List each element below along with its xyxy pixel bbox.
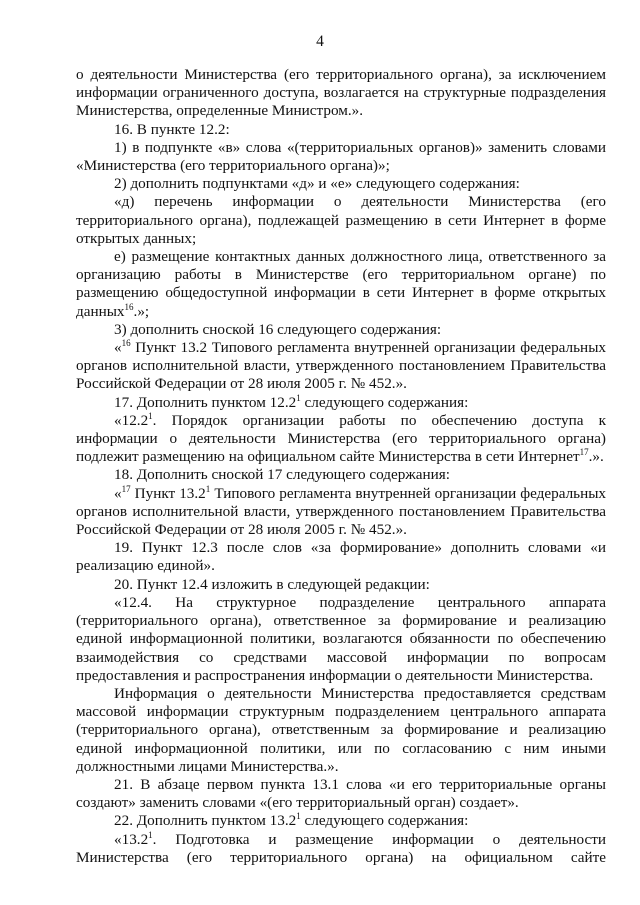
paragraph-6 [76,248,606,321]
paragraph-2 [76,121,606,139]
paragraph-text: 18. Дополнить сноской 17 следующего содержания: [114,466,450,484]
paragraph-9 [76,394,606,412]
paragraph-1 [76,66,606,121]
superscript-mark: 1 [296,392,301,403]
paragraph-4 [76,175,606,193]
paragraph-text: 19. Пункт 12.3 после слов «за формирование» дополнить словами «и реализацию единой». [76,539,606,575]
paragraph-text: 22. Дополнить пунктом 13.2 [114,812,297,830]
paragraph-3 [76,139,606,175]
paragraph-13 [76,539,606,575]
paragraph-text: о деятельности Министерства (его территориального органа), за исключением информации ограниченного доступа, возлагается на структурные подразделения Министерства, определенные Министром.». [76,66,606,120]
paragraph-text: Типового регламента внутренней организации федеральных органов исполнительной власти, утвержденного постановлением Правительства Российской Федерации от 28 июля 2005 г. № 452.». [76,484,606,539]
paragraph-7 [76,321,606,339]
footnote-mark: 16 [121,338,131,349]
superscript-mark: 1 [205,483,211,494]
paragraph-text: 21. В абзаце первом пункта 13.1 слова «и его территориальные органы создают» заменить словами «(его территориальный орган) создает». [76,775,606,812]
paragraph-14 [76,576,606,594]
paragraph-19 [76,831,606,867]
paragraph-text: «12.2 [114,411,149,429]
paragraph-8 [76,339,606,394]
paragraph-text: е) размещение контактных данных должностного лица, ответственного за организацию работы в Министерстве (его территориальном органе) по размещению общедоступной информации в сети Интернет в форме открытых данных [76,248,606,320]
paragraph-text: следующего содержания: [300,393,469,411]
paragraph-text: Информация о деятельности Министерства предоставляется средствам массовой информации структурным подразделением центрального аппарата (территориального органа), ответственным за формирование и реализацию единой информационной политики, или по согласованию с ним иными должностными лицами Министерства.». [76,684,606,775]
paragraph-text: . Подготовка и размещение информации о деятельности Министерства (его территориального органа) на официальном сайте [76,830,606,866]
paragraph-15 [76,594,606,685]
paragraph-11 [76,466,606,484]
paragraph-text: Пункт 13.2 Типового регламента внутренней организации федеральных органов исполнительной власти, утвержденного постановлением Правительства Российской Федерации от 28 июля 2005 г. № 452.». [76,339,606,393]
paragraph-text: «12.4. На структурное подразделение центрального аппарата (территориального органа), ответственное за формирование и реализацию единой информационной политики, возлагаются обязанности по обеспечению взаимодействия со средствами массовой информации по вопросам предоставления и распространения информации о деятельности Министерства. [76,593,606,684]
paragraph-text: .»; [133,302,150,320]
paragraph-text: «13.2 [114,830,149,848]
superscript-mark: 1 [296,811,301,822]
superscript-mark: 1 [148,410,153,421]
paragraph-text: следующего содержания: [300,812,469,830]
paragraph-text: . Порядок организации работы по обеспечению доступа к информации о деятельности Министерства (его территориального органа) подлежит размещению на официальном сайте Министерства в сети Интернет [76,411,606,466]
paragraph-10 [76,412,606,467]
paragraph-text: Пункт 13.2 [130,484,206,502]
superscript-mark: 1 [148,829,153,840]
paragraph-text: 16. В пункте 12.2: [114,120,230,138]
paragraph-text: 1) в подпункте «в» слова «(территориальных органов)» заменить словами «Министерства (его территориального органа)»; [76,138,606,175]
paragraph-12 [76,485,606,540]
paragraph-16 [76,685,606,776]
superscript-mark: 16 [124,301,134,312]
paragraph-text: 17. Дополнить пунктом 12.2 [114,393,297,411]
footnote-mark: 17 [579,447,589,458]
paragraph-text: .». [588,448,604,466]
paragraph-5 [76,193,606,248]
document-body [76,66,606,867]
paragraph-text: « [114,339,122,357]
paragraph-18 [76,812,606,830]
paragraph-text: 20. Пункт 12.4 изложить в следующей редакции: [114,575,430,593]
footnote-mark: 17 [121,483,131,494]
paragraph-text: 3) дополнить сноской 16 следующего содержания: [114,320,442,338]
paragraph-text: 2) дополнить подпунктами «д» и «е» следующего содержания: [114,175,520,193]
page-number: 4 [316,33,324,50]
paragraph-17 [76,776,606,812]
paragraph-text: « [114,484,122,502]
paragraph-text: «д) перечень информации о деятельности Министерства (его территориального органа), подлежащей размещению в сети Интернет в форме открытых данных; [76,193,606,247]
